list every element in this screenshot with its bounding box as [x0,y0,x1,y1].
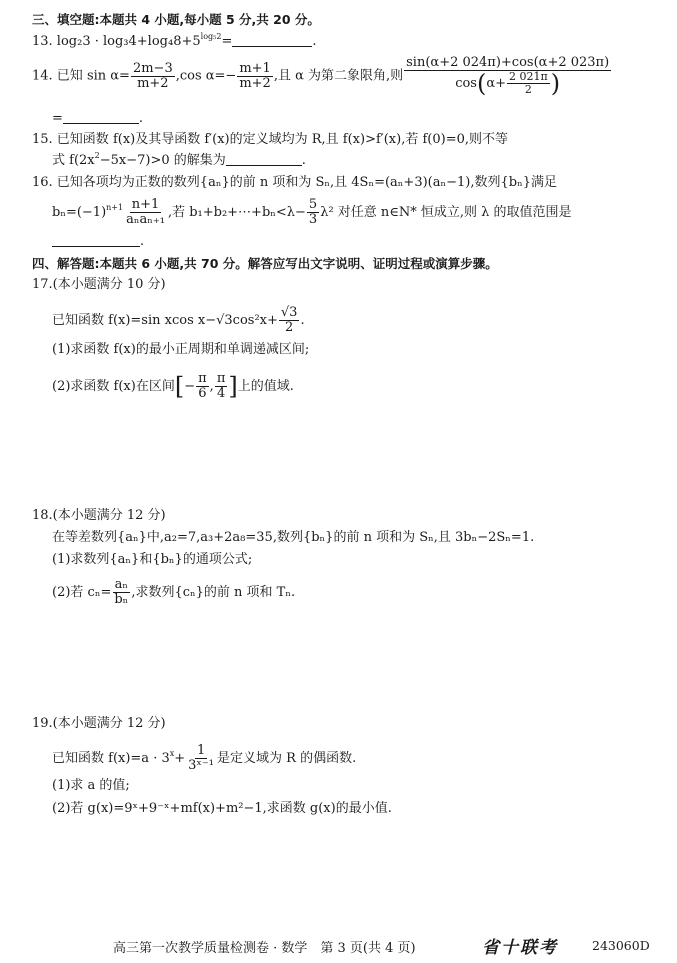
q18-stem: 在等差数列{aₙ}中,a₂=7,a₃+2a₈=35,数列{bₙ}的前 n 项和为 Sₙ,且 3bₙ−2Sₙ=1. [52,530,535,545]
paper-code: 243060D [592,938,650,953]
q18-num: aₙ [114,577,129,592]
q18-title: 18.(本小题满分 12 分) [32,508,166,523]
q18-den: bₙ [114,592,129,607]
q14-cos-fraction [237,62,273,91]
q17-interval-a [196,372,209,401]
q17-a-den: 6 [198,386,207,401]
q14-inner-den: 2 [524,83,532,96]
q17-part1: (1)求函数 f(x)的最小正周期和单调递减区间; [52,342,310,357]
q14-sin-num: 2m−3 [132,60,173,76]
q14-big-fraction [404,56,611,96]
q19-part1: (1)求 a 的值; [52,778,130,793]
q16-lambda-fraction [307,198,319,227]
q19-stem-lead: 已知函数 f(x)=a · 3 [52,751,170,766]
q16-end: . [140,234,145,249]
question-14-answer [52,111,143,127]
question-15-line2: 式 $f(2x^2-5x-7)>0$ 的解集为 . [52,151,306,168]
q18-fraction [112,578,130,607]
q15-end: . [301,153,306,168]
q14-big-den: cos(α+ $\frac{2 021\pi}{2}$ ) [455,69,561,98]
q15-line2-mid: −5x−7)>0 的解集为 [99,153,226,168]
publisher-seal: 省十联考 [482,938,558,958]
answer-section-header: 四、解答题:本题共 6 小题,共 70 分。解答应写出文字说明、证明过程或演算步骤。 [32,256,498,271]
question-13 [32,34,316,50]
q19-stem-tail: 是定义域为 R 的偶函数. [217,751,357,766]
q19-num: 1 [196,743,206,758]
q14-big-den-lead: cos [455,76,477,91]
q17-fraction [279,306,300,335]
q14-sin-den: m+2 [137,75,169,91]
q16-num: n+1 [131,197,160,212]
q13-text: 13. log₂3 · log₃4+log₄8+5 [32,34,201,49]
q14-inner-num: 2 021π [509,70,548,83]
question-15-line1: 15. 已知函数 f(x)及其导函数 f′(x)的定义域均为 R,且 f(x)>f′(x),若 f(0)=0,则不等 [32,132,508,147]
q14-cos-den: m+2 [239,75,271,91]
question-16-line2 [52,198,572,227]
q14-inner-fraction [507,71,550,96]
q14-sin-fraction [131,62,175,91]
q17-interval-b [215,372,228,401]
q17-p2-tail: 上的值域. [237,379,294,394]
q14-end: . [138,111,144,126]
q17-title: 17.(本小题满分 10 分) [32,277,166,292]
q16-line2-lead: bₙ=(−1) [52,205,107,220]
q18-p2-lead: (2)若 cₙ= [52,585,112,600]
q14-cos-lead: ,cos α=− [175,68,237,84]
q14-lead: 14. 已知 sin α= [32,68,130,84]
q16-fraction [124,198,167,227]
q13-end: . [312,34,317,49]
q14-big-den-inner: α+ [486,76,507,91]
q17-stem-lead: 已知函数 f(x)=sin xcos x−√3cos²x+ [52,313,278,328]
q17-stem-end: . [300,313,305,328]
q16-lambda-num: 5 [308,197,318,212]
q18-p2-tail: ,求数列{cₙ}的前 n 项和 Tₙ. [131,585,296,600]
q19-den: 3ˣ⁻¹ [188,758,215,773]
q18-part2 [52,578,295,607]
q17-stem [52,306,305,335]
q19-stem [52,744,356,773]
q19-fraction [186,744,216,773]
q17-p2-lead: (2)求函数 f(x)在区间 [52,379,175,394]
q13-answer-blank[interactable] [232,34,312,47]
q16-answer-blank[interactable] [52,234,140,247]
q14-eq: = [52,111,63,126]
q19-exp: x [169,749,175,758]
q17-den: 2 [285,320,294,335]
q15-answer-blank[interactable] [226,153,302,166]
q14-mid: ,且 α 为第二象限角,则 [273,68,404,84]
question-16-answer [52,234,144,250]
q16-line2-tail: λ² 对任意 n∈N* 恒成立,则 λ 的取值范围是 [320,205,572,220]
q17-b-den: 4 [216,386,226,401]
q17-num: √3 [280,305,298,320]
q17-b-num: π [216,371,226,386]
q14-big-num: sin(α+2 024π)+cos(α+2 023π) [406,55,610,70]
q16-line2-mid: ,若 b₁+b₂+⋯+bₙ<λ− [167,205,306,220]
q16-den: aₙaₙ₊₁ [126,212,165,227]
q15-line2-lead: 式 f(2x [52,153,95,168]
q18-part1: (1)求数列{aₙ}和{bₙ}的通项公式; [52,552,253,567]
q16-exp: n+1 [106,203,124,212]
q19-part2: (2)若 g(x)=9ˣ+9⁻ˣ+mf(x)+m²−1,求函数 g(x)的最小值. [52,801,392,816]
q16-lambda-den: 3 [308,212,318,227]
q19-stem-mid: + [174,751,186,766]
q17-a-num: π [198,371,207,386]
q17-part2: (2)求函数 f(x)在区间[− $\frac{\pi}{6}$ , $\frac{\pi}{4}$ ]上的值域. [52,371,294,401]
q13-exponent: log₅2 [200,32,222,41]
q19-title: 19.(本小题满分 12 分) [32,716,166,731]
question-14 [32,56,612,96]
q14-answer-blank[interactable] [63,111,139,124]
q13-equals: = [221,34,233,49]
fill-section-header: 三、填空题:本题共 4 小题,每小题 5 分,共 20 分。 [32,12,320,27]
question-16-line1: 16. 已知各项均为正数的数列{aₙ}的前 n 项和为 Sₙ,且 4Sₙ=(aₙ+3)(aₙ−1),数列{bₙ}满足 [32,175,557,190]
q14-cos-num: m+1 [239,60,271,76]
page-footer: 高三第一次教学质量检测卷 · 数学 第 3 页(共 4 页) [113,941,416,956]
